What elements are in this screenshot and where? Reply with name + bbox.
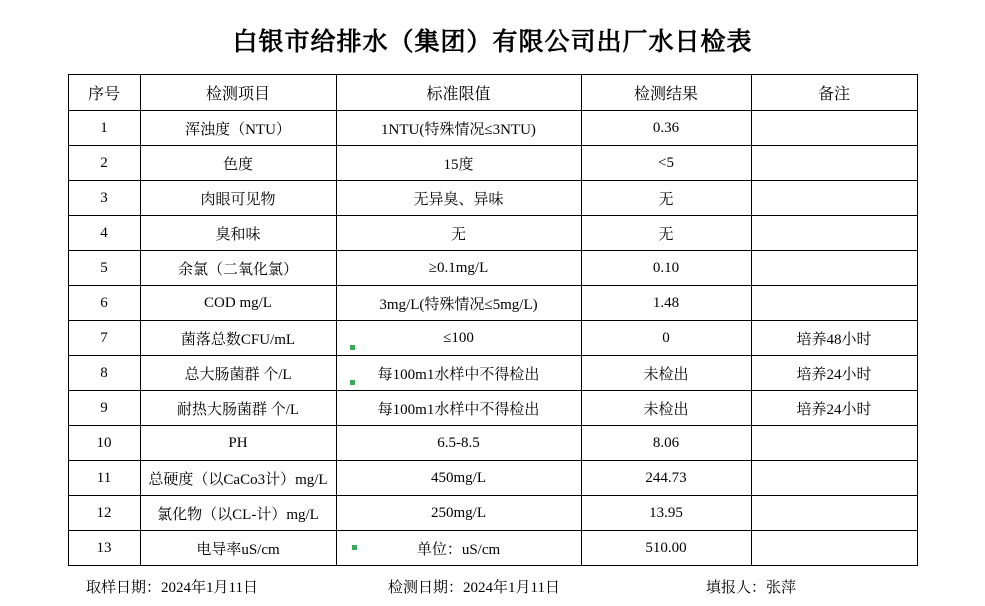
column-header-remark: 备注 [751, 75, 917, 111]
cell-limit: 250mg/L [336, 496, 581, 531]
cell-no: 8 [68, 356, 140, 391]
cell-no: 1 [68, 111, 140, 146]
table-row [68, 216, 917, 251]
cell-limit: 3mg/L(特殊情况≤5mg/L) [336, 286, 581, 321]
cell-result: <5 [581, 146, 751, 181]
cell-item: 电导率uS/cm [140, 531, 336, 566]
cell-no: 6 [68, 286, 140, 321]
cell-item: 菌落总数CFU/mL [140, 321, 336, 356]
cell-item: 总大肠菌群 个/L [140, 356, 336, 391]
cell-limit: ≤100 [336, 321, 581, 356]
cell-result: 0 [581, 321, 751, 356]
cell-remark [751, 216, 917, 251]
page-title: 白银市给排水（集团）有限公司出厂水日检表 [232, 29, 753, 56]
column-header-item: 检测项目 [140, 75, 336, 111]
cell-limit: 15度 [336, 146, 581, 181]
cell-remark [751, 286, 917, 321]
cell-remark [751, 496, 917, 531]
cell-item: 臭和味 [140, 216, 336, 251]
cell-remark [751, 461, 917, 496]
table-row [68, 111, 917, 146]
test-date: 检测日期：2024年1月11日 [388, 580, 560, 596]
cell-limit: 6.5-8.5 [336, 426, 581, 461]
cell-limit: 450mg/L [336, 461, 581, 496]
table-row [68, 251, 917, 286]
cell-result: 8.06 [581, 426, 751, 461]
cell-marker-icon [350, 380, 355, 385]
cell-item: 色度 [140, 146, 336, 181]
cell-no: 11 [68, 461, 140, 496]
cell-result: 无 [581, 216, 751, 251]
cell-result: 13.95 [581, 496, 751, 531]
cell-item: 余氯（二氧化氯） [140, 251, 336, 286]
cell-remark [751, 111, 917, 146]
cell-remark [751, 146, 917, 181]
cell-result: 0.36 [581, 111, 751, 146]
sample-date: 取样日期：2024年1月11日 [86, 580, 258, 596]
cell-limit: 无异臭、异味 [336, 181, 581, 216]
cell-item: PH [140, 426, 336, 461]
cell-no: 13 [68, 531, 140, 566]
cell-limit: 每100m1水样中不得检出 [336, 391, 581, 426]
table-header-row [68, 75, 917, 111]
cell-limit: 单位：uS/cm [336, 531, 581, 566]
cell-result: 244.73 [581, 461, 751, 496]
cell-limit: 1NTU(特殊情况≤3NTU) [336, 111, 581, 146]
cell-remark: 培养48小时 [751, 321, 917, 356]
cell-remark [751, 531, 917, 566]
cell-result: 未检出 [581, 356, 751, 391]
column-header-result: 检测结果 [581, 75, 751, 111]
footer [68, 576, 917, 597]
cell-no: 3 [68, 181, 140, 216]
cell-remark [751, 426, 917, 461]
cell-result: 0.10 [581, 251, 751, 286]
table-row [68, 321, 917, 356]
table-row [68, 181, 917, 216]
cell-limit: 无 [336, 216, 581, 251]
cell-result: 510.00 [581, 531, 751, 566]
cell-remark [751, 251, 917, 286]
cell-no: 10 [68, 426, 140, 461]
table-row [68, 531, 917, 566]
cell-no: 9 [68, 391, 140, 426]
cell-no: 2 [68, 146, 140, 181]
cell-no: 5 [68, 251, 140, 286]
reporter: 填报人：张萍 [706, 580, 797, 596]
cell-remark [751, 181, 917, 216]
table-row [68, 391, 917, 426]
column-header-no: 序号 [68, 75, 140, 111]
cell-item: 浑浊度（NTU） [140, 111, 336, 146]
cell-item: 氯化物（以CL-计）mg/L [140, 496, 336, 531]
cell-item: 耐热大肠菌群 个/L [140, 391, 336, 426]
cell-result: 无 [581, 181, 751, 216]
table-row [68, 426, 917, 461]
cell-remark: 培养24小时 [751, 391, 917, 426]
cell-result: 1.48 [581, 286, 751, 321]
cell-result: 未检出 [581, 391, 751, 426]
water-quality-table [68, 74, 918, 566]
table-row [68, 461, 917, 496]
table-row [68, 146, 917, 181]
cell-limit: 每100m1水样中不得检出 [336, 356, 581, 391]
cell-item: 肉眼可见物 [140, 181, 336, 216]
cell-no: 7 [68, 321, 140, 356]
cell-remark: 培养24小时 [751, 356, 917, 391]
cell-limit: ≥0.1mg/L [336, 251, 581, 286]
cell-item: COD mg/L [140, 286, 336, 321]
cell-marker-icon [352, 545, 357, 550]
cell-no: 4 [68, 216, 140, 251]
cell-no: 12 [68, 496, 140, 531]
table-row [68, 356, 917, 391]
cell-item: 总硬度（以CaCo3计）mg/L [140, 461, 336, 496]
table-row [68, 496, 917, 531]
cell-marker-icon [350, 345, 355, 350]
table-row [68, 286, 917, 321]
column-header-limit: 标准限值 [336, 75, 581, 111]
